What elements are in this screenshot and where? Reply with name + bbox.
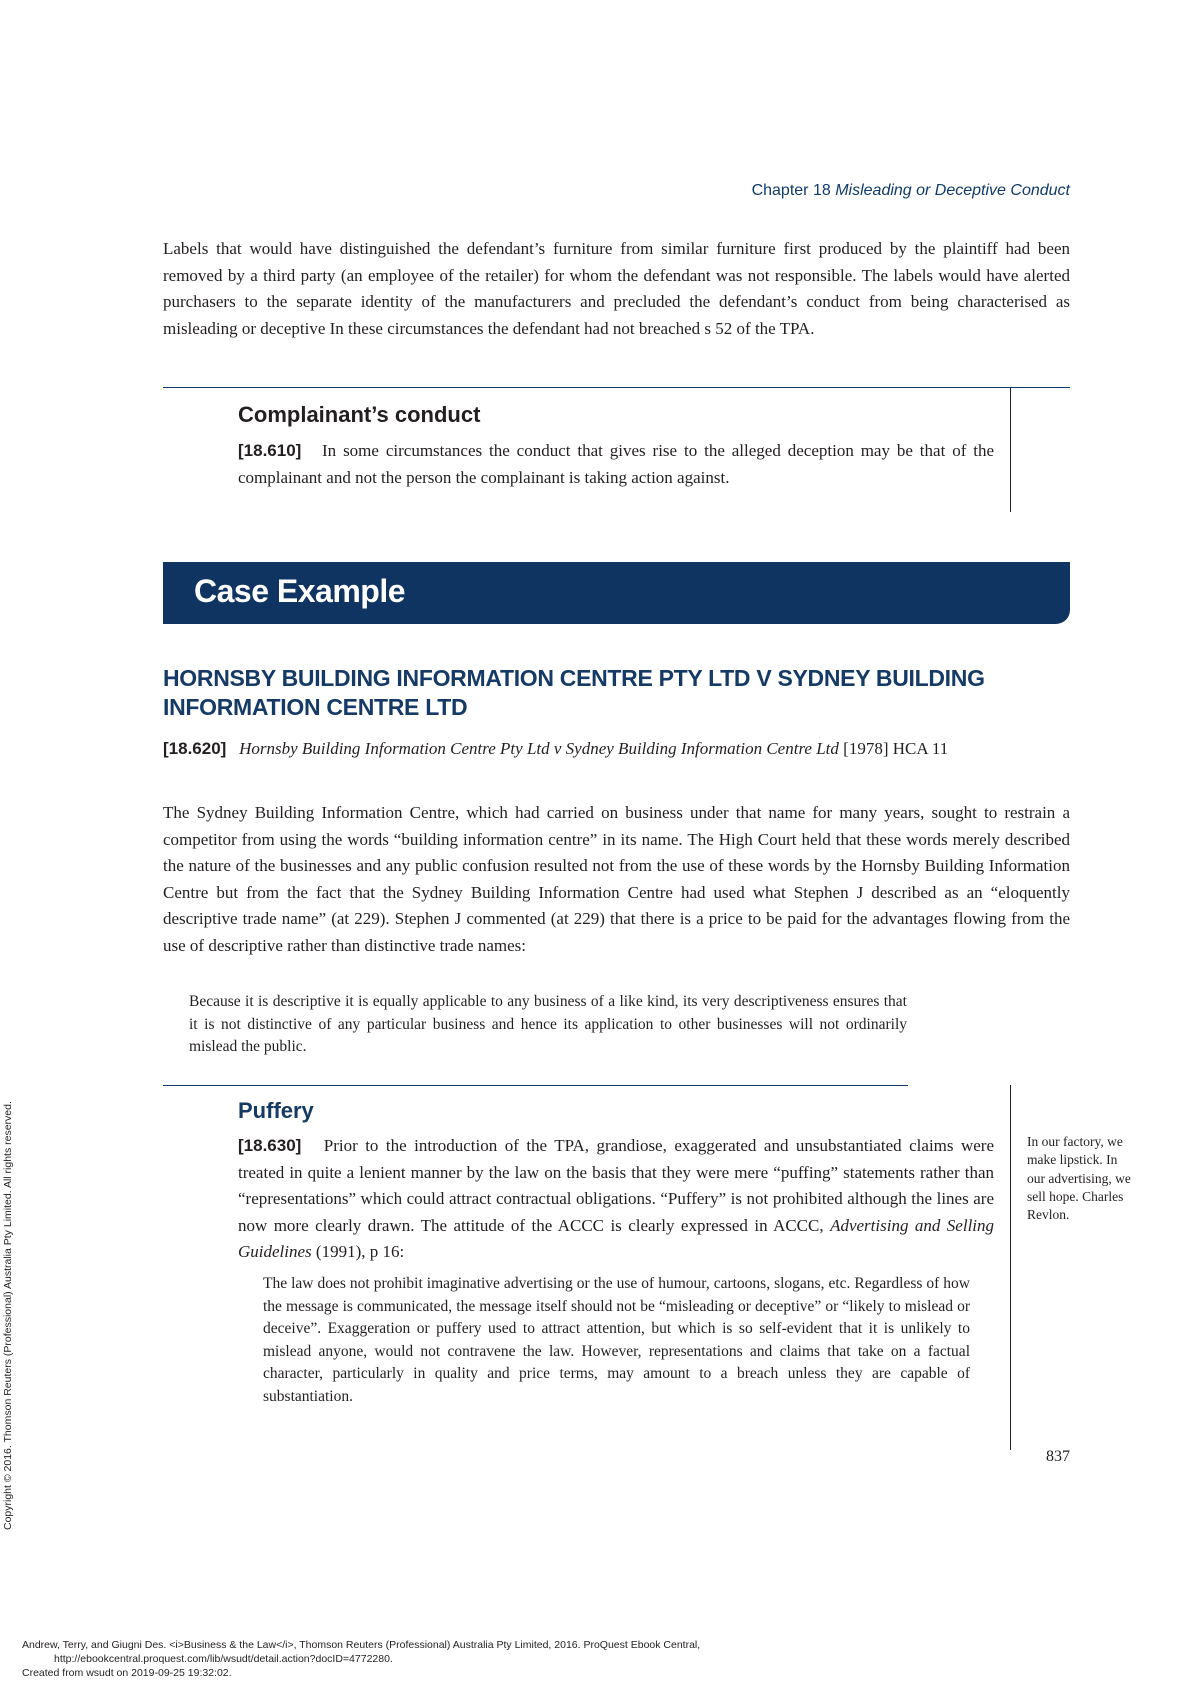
margin-note-quote: In our factory, we make lipstick. In our advertising, we sell hope. Charles Revlon. [1027,1134,1131,1223]
case-body: The Sydney Building Information Centre, which had carried on business under that name for many years, sought to restrain a competitor from using the words “building information centre” in its name. The High Court held that these words merely described the nature of the businesses and any public confusion resulted not from the use of these words by the Hornsby Building Information Centre but from the fact that the Sydney Building Information Centre had used what Stephen J described as an “eloquently descriptive trade name” (at 229). Stephen J commented (at 229) that there is a price to be paid for the advantages flowing from the use of descriptive rather than distinctive trade names: [163,803,1070,955]
puffery-text-end: (1991), p 16: [315,1242,405,1261]
guidelines-title: Advertising and Selling Guidelines [238,1215,995,1261]
case-example-label: Case Example [194,573,406,609]
case-example-banner [163,562,1070,624]
puffery-heading: Puffery [238,1098,314,1123]
paragraph-number: [18.630] [238,1136,302,1155]
intro-paragraph: Labels that would have distinguished the defendant’s furniture from similar furniture first produced by the plaintiff had been removed by a third party (an employee of the retailer) for whom the defendant was not responsible. The labels would have alerted purchasers to the separate identity of the manufacturers and precluded the defendant’s conduct from being characterised as misleading or deceptive In these circumstances the defendant had not breached s 52 of the TPA. [163,239,1070,338]
case-name: Hornsby Building Information Centre Pty Ltd v Sydney Building Information Centre Ltd [239,739,839,758]
complainant-text: In some circumstances the conduct that gives rise to the alleged deception may be that of the complainant and not the person the complainant is taking action against. [238,441,995,487]
margin-rule [1010,1085,1011,1450]
running-header [600,182,1070,200]
section-top-rule [163,387,1070,388]
footer-created: Created from wsudt on 2019-09-25 19:32:02. [22,1667,232,1679]
footer-citation: Andrew, Terry, and Giugni Des. <i>Business & the Law</i>, Thomson Reuters (Professional) Australia Pty Limited, 2016. ProQuest Ebook Central, [22,1639,701,1651]
case-citation [163,736,1070,763]
paragraph-number: [18.610] [238,441,302,460]
chapter-title: Misleading or Deceptive Conduct [835,182,1070,199]
page-number: 837 [1046,1448,1070,1465]
puffery-text: Prior to the introduction of the TPA, grandiose, exaggerated and unsubstantiated claims were treated in quite a lenient manner by the law on the basis that they were mere “puffing” statements rather than “representations” which could attract contractual obligations. “Puffery” is not prohibited although the lines are now more clearly drawn. The attitude of the ACCC is clearly expressed in ACCC, [238,1136,995,1235]
footer-url[interactable]: http://ebookcentral.proquest.com/lib/wsudt/detail.action?docID=4772280. [54,1653,393,1665]
paragraph-number: [18.620] [163,739,227,758]
case-quote: Because it is descriptive it is equally applicable to any business of a like kind, its very descriptiveness ensures that it is not distinctive of any particular business and hence its application to other businesses will not ordinarily mislead the public. [189,993,907,1055]
puffery-paragraph [238,1133,994,1266]
case-title: HORNSBY BUILDING INFORMATION CENTRE PTY LTD V SYDNEY BUILDING INFORMATION CENTRE LTD [163,665,985,720]
complainant-heading: Complainant’s conduct [238,402,481,427]
copyright-notice: Copyright © 2016. Thomson Reuters (Professional) Australia Pty Limited. All rights reserved. [2,1101,14,1530]
complainant-paragraph [238,438,994,491]
puffery-quote: The law does not prohibit imaginative advertising or the use of humour, cartoons, slogans, etc. Regardless of how the message is communicated, the message itself should not be “misleading or deceptive” or “likely to mislead or deceive”. Exaggeration or puffery used to attract attention, but which is so self-evident that it is unlikely to mislead anyone, would not contravene the law. However, representations and claims that take on a factual character, particularly in quality and price terms, may amount to a breach unless they are capable of substantiation. [263,1275,970,1405]
chapter-number: Chapter 18 [751,182,831,199]
margin-rule [1010,387,1011,512]
page-footer [22,1638,700,1680]
case-reference: [1978] HCA 11 [843,739,949,758]
puffery-top-rule [163,1085,908,1086]
